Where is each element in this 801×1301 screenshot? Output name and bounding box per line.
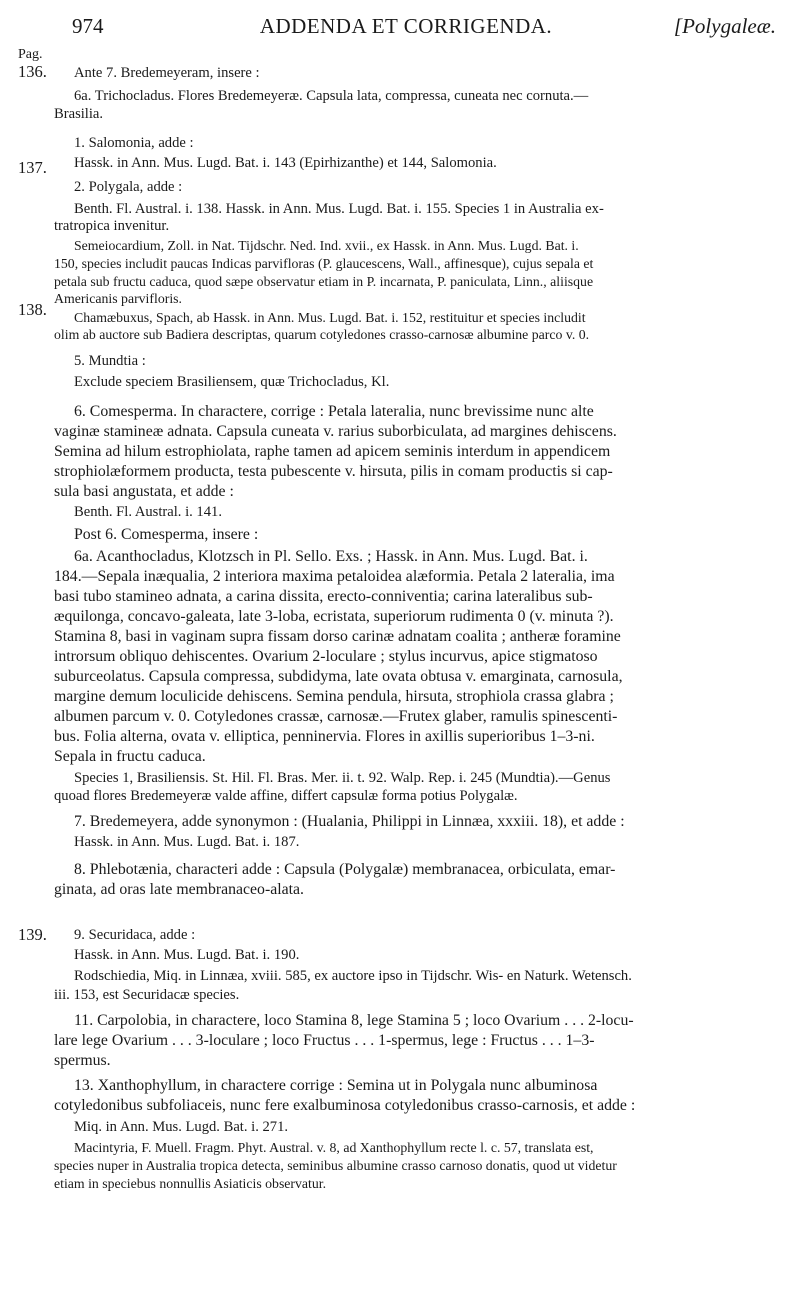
text-line: Miq. in Ann. Mus. Lugd. Bat. i. 271. (74, 1119, 289, 1135)
text-line: Benth. Fl. Austral. i. 141. (74, 504, 222, 520)
pag-label: Pag. (18, 47, 43, 62)
text-line: spermus. (54, 1052, 111, 1069)
text-line: introrsum obliquo dehiscentes. Ovarium 2-loculare ; stylus incurvus, apice stigmatoso (54, 648, 598, 665)
text-line: 8. Phlebotænia, characteri adde : Capsula (Polygalæ) membranacea, orbiculata, emar- (74, 861, 616, 878)
text-line: Hassk. in Ann. Mus. Lugd. Bat. i. 143 (Epirhizanthe) et 144, Salomonia. (74, 155, 497, 171)
text-line: margine demum loculicide dehiscens. Semina pendula, hirsuta, strophiola crassa glabra ; (54, 688, 614, 705)
text-line: 13. Xanthophyllum, in charactere corrige : Semina ut in Polygala nunc albuminosa (74, 1077, 598, 1094)
text-line: albumen parcum v. 0. Cotyledones crassæ, carnosæ.—Frutex glaber, ramulis spinescenti- (54, 708, 618, 725)
text-line: 150, species includit paucas Indicas parvifloras (P. glaucescens, Wall., affinesque), cujus sepala et (54, 256, 594, 271)
margin-number: 139. (18, 925, 47, 944)
text-line: tratropica invenitur. (54, 218, 170, 234)
text-line: vaginæ stamineæ adnata. Capsula cuneata v. rarius suborbiculata, ad margines dehiscens. (54, 423, 617, 440)
text-line: Macintyria, F. Muell. Fragm. Phyt. Austral. v. 8, ad Xanthophyllum recte l. c. 57, translata est, (74, 1140, 594, 1155)
text-line: 6. Comesperma. In charactere, corrige : Petala lateralia, nunc brevissime nunc alte (74, 403, 594, 420)
text-line: Stamina 8, basi in vaginam supra fissam dorso carinæ adnatam coalita ; antheræ foramine (54, 628, 621, 645)
text-line: 1. Salomonia, adde : (74, 135, 194, 151)
text-line: Semina ad hilum estrophiolata, raphe tamen ad apicem seminis interdum in appendicem (54, 443, 611, 460)
text-line: olim ab auctore sub Badiera descriptas, quarum cotyledones crasso-carnosæ albumine parco v. 0. (54, 327, 590, 342)
text-line: 11. Carpolobia, in charactere, loco Stamina 8, lege Stamina 5 ; loco Ovarium . . . 2-locu- (74, 1012, 634, 1029)
text-line: cotyledonibus subfoliaceis, nunc fere exalbuminosa cotyledonibus crasso-carnosis, et adde : (54, 1097, 636, 1114)
text-line: 184.—Sepala inæqualia, 2 interiora maxima petaloidea alæformia. Petala 2 lateralia, ima (54, 568, 615, 585)
text-line: quoad flores Bredemeyeræ valde affine, differt capsulæ forma potius Polygalæ. (54, 788, 518, 804)
page-number: 974 (72, 14, 104, 38)
text-line: Semeiocardium, Zoll. in Nat. Tijdschr. Ned. Ind. xvii., ex Hassk. in Ann. Mus. Lugd. Bat. i. (74, 238, 579, 253)
text-line: 5. Mundtia : (74, 353, 146, 369)
text-line: æquilonga, concavo-galeata, late 3-loba, ecristata, superiorum rudimenta 0 (v. minuta ?). (54, 608, 614, 625)
text-line: Hassk. in Ann. Mus. Lugd. Bat. i. 187. (74, 834, 300, 850)
text-line: Exclude speciem Brasiliensem, quæ Trichocladus, Kl. (74, 374, 390, 390)
text-line: strophiolæformem producta, testa pubescente v. hirsuta, pilis in comam productis si cap- (54, 463, 613, 480)
margin-number: 138. (18, 300, 47, 319)
page-header (36, 14, 776, 40)
text-line: Post 6. Comesperma, insere : (74, 526, 259, 543)
running-head-family: [Polygaleæ. (673, 14, 776, 38)
text-line: Ante 7. Bredemeyeram, insere : (74, 65, 260, 81)
text-line: Rodschiedia, Miq. in Linnæa, xviii. 585, ex auctore ipso in Tijdschr. Wis- en Naturk. Wetensch. (74, 968, 632, 984)
text-line: petala sub fructu caduca, quod sæpe observatur etiam in P. incarnata, P. paniculata, Linn., aliisque (54, 274, 594, 289)
text-line: iii. 153, est Securidacæ species. (54, 987, 240, 1003)
text-line: Species 1, Brasiliensis. St. Hil. Fl. Bras. Mer. ii. t. 92. Walp. Rep. i. 245 (Mundtia).—Genus (74, 770, 611, 786)
text-line: 7. Bredemeyera, adde synonymon : (Hualania, Philippi in Linnæa, xxxiii. 18), et adde : (74, 813, 625, 830)
text-line: bus. Folia alterna, ovata v. elliptica, penninervia. Flores in axillis superioribus 1–3-ni. (54, 728, 595, 745)
text-line: ginata, ad oras late membranaceo-alata. (54, 881, 304, 898)
margin-number: 136. (18, 62, 47, 81)
page-title: ADDENDA ET CORRIGENDA. (259, 14, 553, 38)
text-line: etiam in speciebus nonnullis Asiaticis observatur. (54, 1176, 327, 1191)
text-line: suburceolatus. Capsula compressa, subdidyma, late ovata obtusa v. emarginata, carnosula, (54, 668, 623, 685)
text-line: lare lege Ovarium . . . 3-loculare ; loco Fructus . . . 1-spermus, lege : Fructus . . . 1–3- (54, 1032, 595, 1049)
text-line: 2. Polygala, adde : (74, 179, 183, 195)
text-line: Chamæbuxus, Spach, ab Hassk. in Ann. Mus. Lugd. Bat. i. 152, restituitur et species includit (74, 310, 586, 325)
text-line: sula basi angustata, et adde : (54, 483, 234, 500)
text-line: Hassk. in Ann. Mus. Lugd. Bat. i. 190. (74, 947, 300, 963)
text-line: 6a. Acanthocladus, Klotzsch in Pl. Sello. Exs. ; Hassk. in Ann. Mus. Lugd. Bat. i. (74, 548, 588, 565)
text-line: basi tubo stamineo adnata, a carina dissita, erecto-conniventia; carina lateralibus sub- (54, 588, 593, 605)
text-line: species nuper in Australia tropica detecta, seminibus albumine crasso carnoso donatis, quod ut videtur (54, 1158, 617, 1173)
margin-number: 137. (18, 158, 47, 177)
text-line: Sepala in fructu caduca. (54, 748, 206, 765)
text-line: Brasilia. (54, 106, 104, 122)
text-line: Americanis parvifloris. (54, 291, 182, 306)
text-line: 9. Securidaca, adde : (74, 927, 196, 943)
text-line: 6a. Trichocladus. Flores Bredemeyeræ. Capsula lata, compressa, cuneata nec cornuta.— (74, 88, 589, 104)
text-line: Benth. Fl. Austral. i. 138. Hassk. in Ann. Mus. Lugd. Bat. i. 155. Species 1 in Australia ex- (74, 201, 604, 217)
